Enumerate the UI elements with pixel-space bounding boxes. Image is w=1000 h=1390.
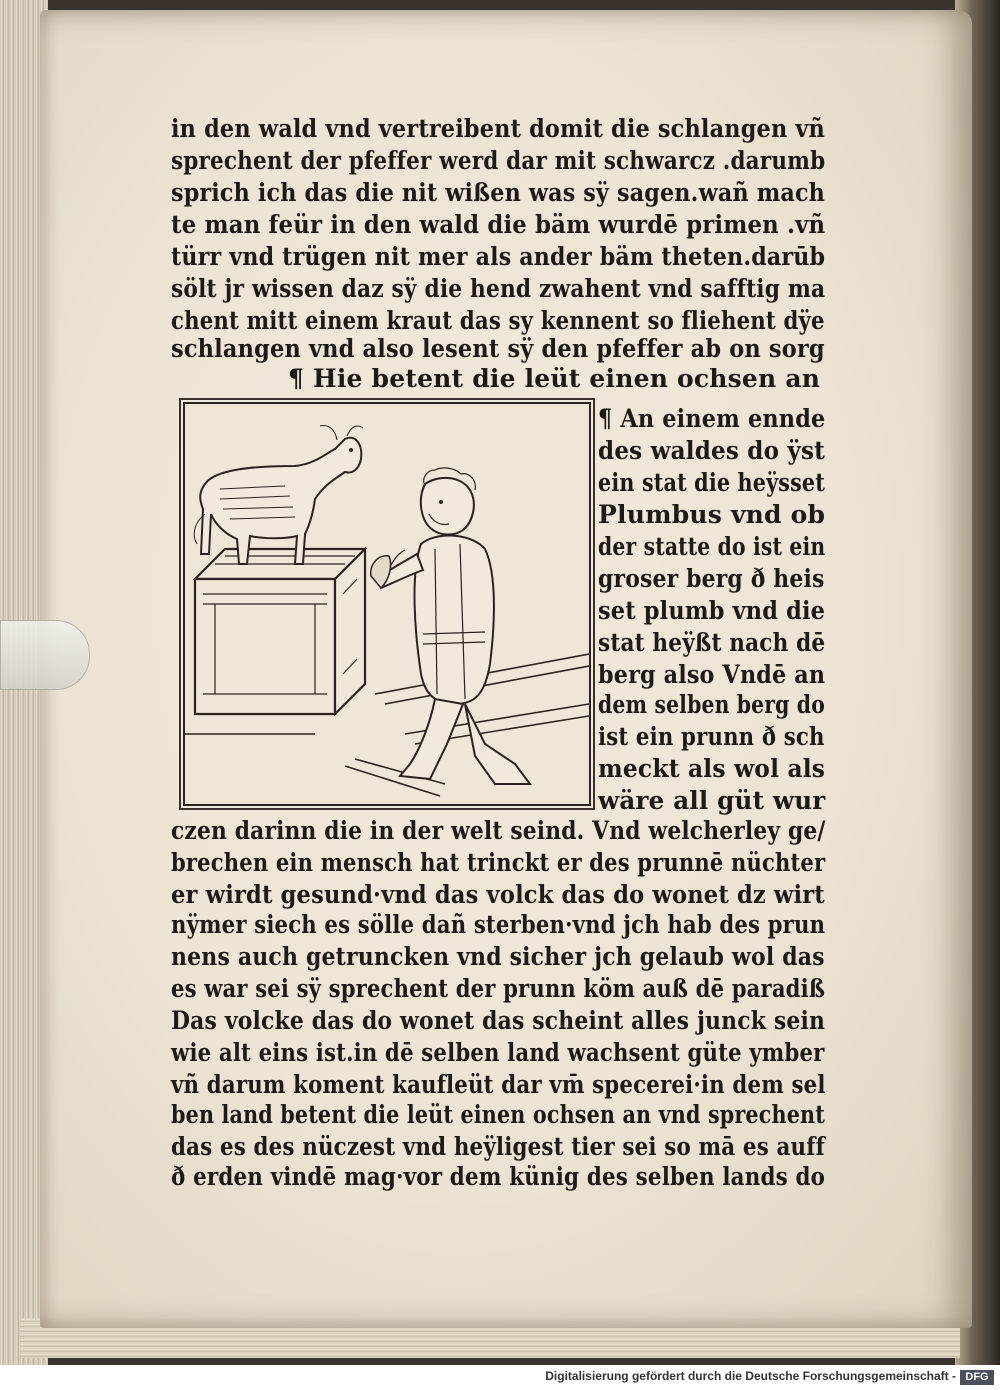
text-line: te man feür in den wald die bäm wurdē primen .vñ: [171, 210, 826, 239]
text-line: czen darinn die in der welt seind. Vnd welcherley ge/: [171, 816, 826, 845]
text-line: wie alt eins ist.in dē selben land wachsent güte ymber: [171, 1038, 825, 1067]
text-line: dem selben berg do: [598, 690, 825, 719]
text-line: Das volcke das do wonet das scheint alles junck sein: [171, 1006, 826, 1035]
text-line: es war sei sÿ sprechent der prunn köm auß dē paradiß: [171, 974, 826, 1003]
text-line: set plumb vnd die: [598, 596, 826, 625]
text-line: in den wald vnd vertreibent domit die schlangen vñ: [171, 114, 826, 143]
text-line: Plumbus vnd ob: [598, 500, 826, 529]
dfg-logo-icon: DFG: [960, 1370, 994, 1385]
text-line: meckt als wol als: [598, 754, 826, 783]
funding-credit: Digitalisierung gefördert durch die Deutsche Forschungsgemeinschaft -: [545, 1369, 956, 1383]
text-line: berg also Vndē an: [598, 660, 826, 689]
text-line: stat heÿßt nach dē: [598, 628, 826, 657]
text-line: er wirdt gesund·vnd das volck das do wonet dz wirt: [171, 880, 825, 909]
text-line: der statte do ist ein: [598, 532, 826, 561]
text-line: das es des nüczest vnd heÿligest tier sei so mā es auff: [171, 1132, 825, 1161]
text-line: groser berg ð heis: [598, 564, 825, 593]
footer-bar: [0, 1365, 1000, 1390]
chapter-heading: ¶ Hie betent die leüt einen ochsen an: [288, 364, 821, 393]
text-line: ist ein prunn ð sch: [598, 722, 825, 751]
text-line: des waldes do ÿst: [598, 436, 826, 465]
text-line: nens auch getruncken vnd sicher jch gelaub wol das: [171, 942, 825, 971]
woodcut-ox-worship-illustration: [185, 404, 589, 804]
bookmark-clip: [0, 620, 90, 690]
woodcut-illustration: [183, 402, 591, 806]
text-line: sprich ich das die nit wißen was sÿ sagen.wañ mach: [171, 178, 826, 207]
text-line: brechen ein mensch hat trinckt er des prunnē nüchter: [171, 848, 826, 877]
text-line: chent mitt einem kraut das sy kennent so fliehent dÿe: [171, 306, 825, 335]
text-line: wäre all güt wur: [598, 786, 826, 815]
text-line: vñ darum koment kaufleüt dar vm̄ specerei·in dem sel: [171, 1070, 826, 1099]
text-line: türr vnd trügen nit mer als ander bäm theten.darūb: [171, 242, 826, 271]
text-line: sprechent der pfeffer werd dar mit schwarcz .darumb: [171, 146, 826, 175]
text-line: sölt jr wissen daz sÿ die hend zwahent vnd safftig ma: [171, 274, 826, 303]
text-line: ð erden vindē mag·vor dem künig des selben lands do: [171, 1162, 826, 1191]
text-line: nÿmer siech es sölle dañ sterben·vnd jch hab des prun: [171, 910, 826, 939]
text-line: ein stat die heÿsset: [598, 468, 826, 497]
text-line: schlangen vnd also lesent sÿ den pfeffer ab on sorg: [171, 334, 825, 363]
text-line: ¶ An einem ennde: [598, 404, 826, 433]
text-line: ben land betent die leüt einen ochsen an vnd sprechent: [171, 1100, 825, 1129]
